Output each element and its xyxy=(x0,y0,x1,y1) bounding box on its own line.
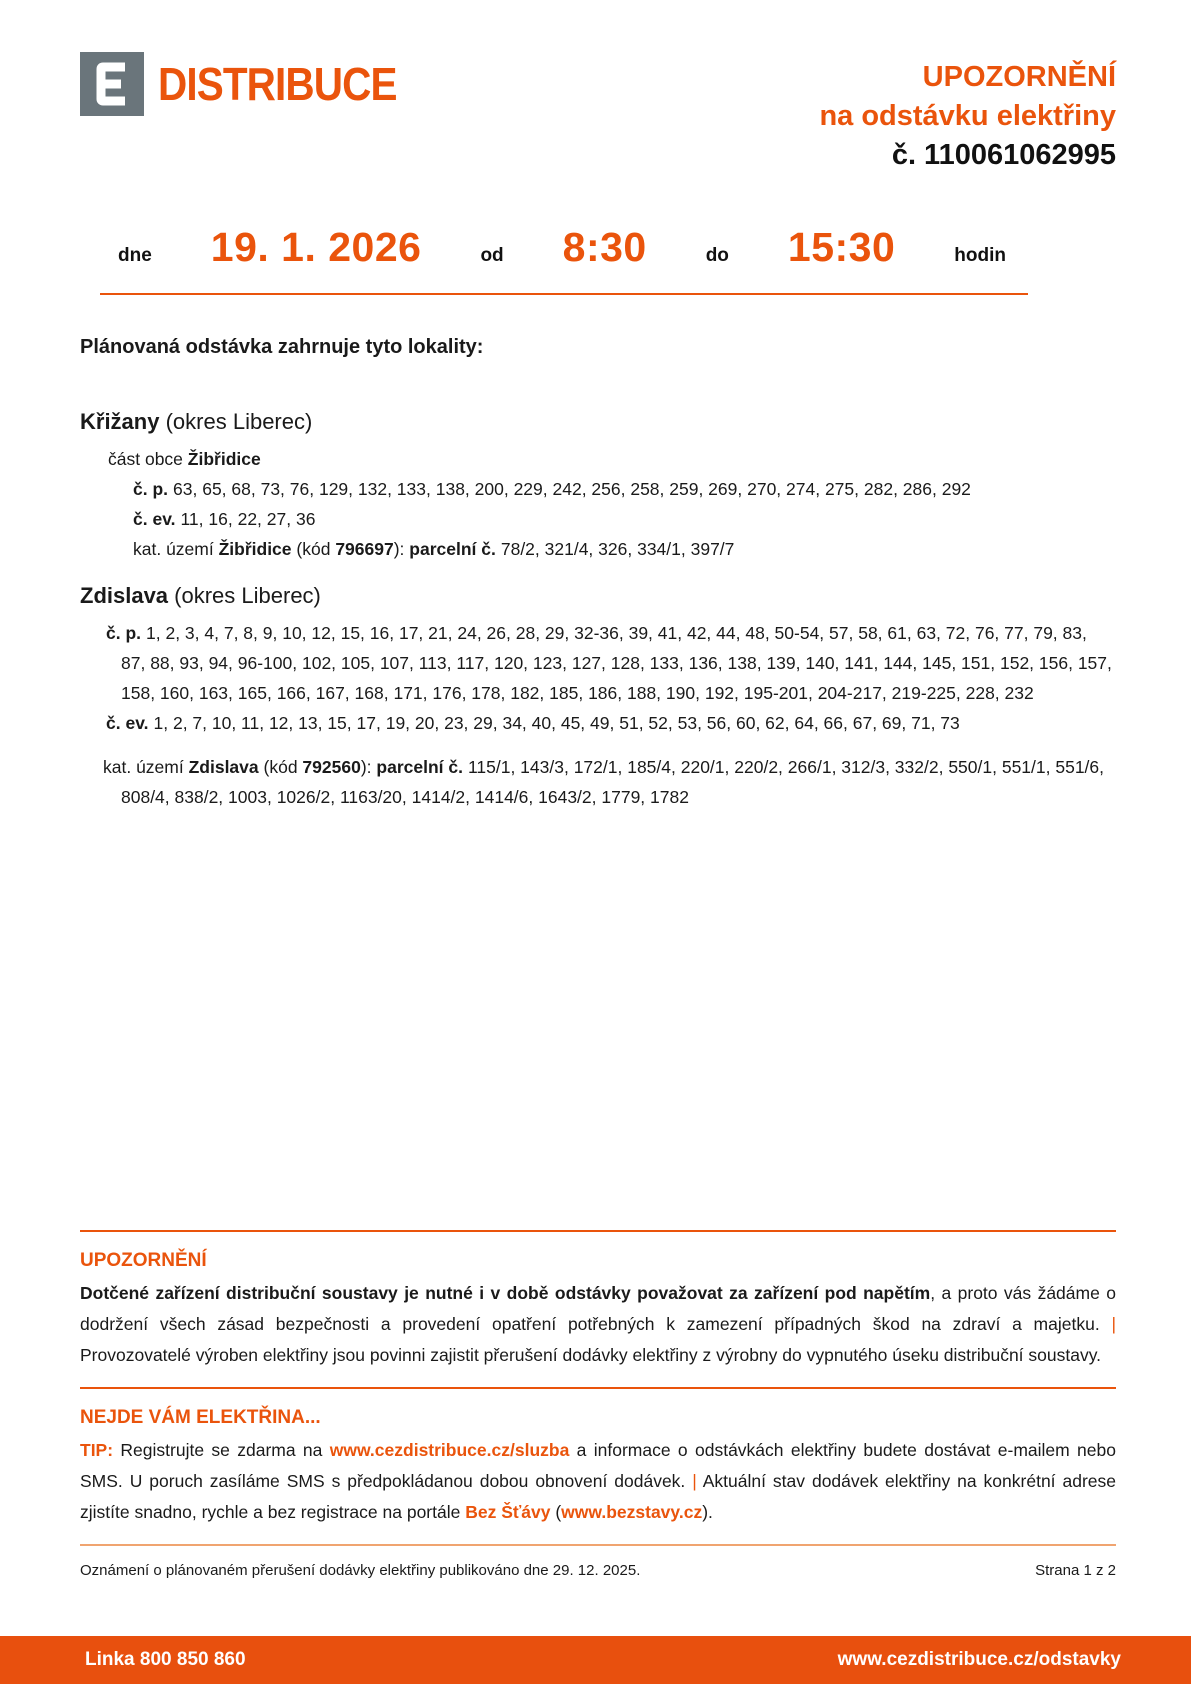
pipe-separator: | xyxy=(692,1471,697,1491)
locality-title xyxy=(80,408,1116,436)
part-name: Žibřidice xyxy=(187,449,261,469)
label-do: do xyxy=(705,245,729,266)
parcel-values: 115/1, 143/3, 172/1, 185/4, 220/1, 220/2, 266/1, 312/3, 332/2, 550/1, 551/1, 551/6, 808/4, 838/2, 1003, 1026/2, 1163/20, 1414/2, 1414/6, 1643/2, 1779, 1782 xyxy=(121,757,1105,807)
notice-title-block xyxy=(819,58,1116,175)
kod-suffix: ): xyxy=(360,757,377,777)
schedule-divider xyxy=(100,293,1028,295)
kat-row xyxy=(103,752,1116,812)
notice-title-line2: na odstávku elektřiny xyxy=(819,100,1116,132)
brand-logo xyxy=(80,52,429,116)
tip-text-c: Aktuální stav dodávek elektřiny na konkrétní adrese zjistíte snadno, rychle a bez registrace na portále xyxy=(80,1471,1116,1522)
cez-logo-icon xyxy=(80,52,144,116)
locality-district: (okres Liberec) xyxy=(159,409,313,434)
cev-label: č. ev. xyxy=(106,713,149,733)
locality-part-row xyxy=(108,444,1116,474)
outage-time-to: 15:30 xyxy=(787,224,896,270)
warning-paragraph xyxy=(80,1278,1116,1371)
cev-values: 1, 2, 7, 10, 11, 12, 13, 15, 17, 19, 20, 23, 29, 34, 40, 45, 49, 51, 52, 53, 56, 60, 62, 64, 66, 67, 69, 71, 73 xyxy=(153,713,960,733)
footer-bar xyxy=(0,1636,1191,1684)
notice-number: č. 110061062995 xyxy=(891,139,1116,171)
tip-text-d: ( xyxy=(550,1502,562,1522)
cp-row xyxy=(106,618,1116,708)
footer-website-link[interactable]: www.cezdistribuce.cz/odstavky xyxy=(837,1649,1121,1670)
tip-paragraph xyxy=(80,1435,1116,1528)
cp-values: 1, 2, 3, 4, 7, 8, 9, 10, 12, 15, 16, 17, 21, 24, 26, 28, 29, 32-36, 39, 41, 42, 44, 48, 50-54, 57, 58, 61, 63, 72, 76, 77, 79, 83, 87, 88, 93, 94, 96-100, 102, 105, 107, 113, 117, 120, 123, 127, 128, 133, 136, 138, 139, 140, 141, 144, 145, 151, 152, 156, 157, 158, 160, 163, 165, 166, 167, 168, 171, 176, 178, 182, 185, 186, 188, 190, 192, 195-201, 204-217, 219-225, 228, 232 xyxy=(121,623,1112,703)
tip-label: TIP: xyxy=(80,1440,114,1460)
kod-prefix: (kód xyxy=(258,757,303,777)
portal-name: Bez Šťávy xyxy=(465,1502,551,1522)
parcel-label: parcelní č. xyxy=(409,539,496,559)
kat-name: Žibřidice xyxy=(218,539,292,559)
cev-label: č. ev. xyxy=(133,509,176,529)
kod-prefix: (kód xyxy=(291,539,336,559)
pipe-separator: | xyxy=(1111,1314,1116,1334)
tip-text-a: Registrujte se zdarma na xyxy=(113,1440,330,1460)
kod-suffix: ): xyxy=(393,539,410,559)
kod-value: 792560 xyxy=(302,757,361,777)
publication-note: Oznámení o plánovaném přerušení dodávky elektřiny publikováno dne 29. 12. 2025. xyxy=(80,1562,641,1579)
link-bezstavy[interactable]: www.bezstavy.cz xyxy=(561,1502,703,1522)
warning-top-divider xyxy=(80,1230,1116,1232)
schedule-row xyxy=(118,224,1006,271)
outage-time-from: 8:30 xyxy=(562,224,647,270)
warning-text-b: Provozovatelé výroben elektřiny jsou povinni zajistit přerušení dodávky elektřiny z výrobny do vypnutého úseku distribuční soustavy. xyxy=(80,1345,1102,1365)
part-label: část obce xyxy=(108,449,188,469)
locality-district: (okres Liberec) xyxy=(168,583,321,608)
kat-label: kat. území xyxy=(133,539,219,559)
brand-name: DISTRIBUCE xyxy=(158,58,397,110)
outage-date: 19. 1. 2026 xyxy=(210,224,422,270)
cp-row xyxy=(133,474,1116,504)
cev-row xyxy=(106,708,1116,738)
cp-label: č. p. xyxy=(106,623,142,643)
tip-text-b: a informace o odstávkách elektřiny budete dostávat e-mailem nebo SMS. U poruch zasíláme SMS s předpokládanou dobou obnovení dodávek. xyxy=(80,1440,1116,1491)
warning-text-a: , a proto vás žádáme o dodržení všech zásad bezpečnosti a provedení opatření potřebných k zamezení případných škod na zdraví a majetku. xyxy=(80,1283,1116,1334)
locality-section-krizany xyxy=(80,408,1116,564)
tip-heading: NEJDE VÁM ELEKTŘINA... xyxy=(80,1407,321,1428)
header xyxy=(80,52,1116,175)
footnote-divider xyxy=(80,1544,1116,1546)
label-od: od xyxy=(480,245,504,266)
tip-text-e: ). xyxy=(702,1502,713,1522)
locality-name: Zdislava xyxy=(80,583,169,608)
tip-top-divider xyxy=(80,1387,1116,1389)
kat-name: Zdislava xyxy=(188,757,259,777)
locality-section-zdislava xyxy=(80,582,1116,812)
parcel-values: 78/2, 321/4, 326, 334/1, 397/7 xyxy=(500,539,735,559)
label-hodin: hodin xyxy=(954,245,1006,266)
kat-row xyxy=(133,534,1116,564)
warning-lead: Dotčené zařízení distribuční soustavy je nutné i v době odstávky považovat za zařízení pod napětím xyxy=(80,1283,931,1303)
warning-heading: UPOZORNĚNÍ xyxy=(80,1250,207,1271)
bottom-info xyxy=(80,1230,1116,1579)
cp-values: 63, 65, 68, 73, 76, 129, 132, 133, 138, 200, 229, 242, 256, 258, 259, 269, 270, 274, 275, 282, 286, 292 xyxy=(173,479,971,499)
localities-heading: Plánovaná odstávka zahrnuje tyto lokality: xyxy=(80,336,484,358)
cev-values: 11, 16, 22, 27, 36 xyxy=(180,509,316,529)
locality-name: Křižany xyxy=(80,409,160,434)
footnote-row xyxy=(80,1562,1116,1579)
page-number: Strana 1 z 2 xyxy=(1035,1562,1116,1579)
footer-phone: Linka 800 850 860 xyxy=(85,1649,246,1670)
link-cezdistribuce-sluzba[interactable]: www.cezdistribuce.cz/sluzba xyxy=(329,1440,570,1460)
parcel-label: parcelní č. xyxy=(376,757,463,777)
cev-row xyxy=(133,504,1116,534)
cp-label: č. p. xyxy=(133,479,169,499)
label-dne: dne xyxy=(118,245,152,266)
notice-title-line1: UPOZORNĚNÍ xyxy=(922,61,1116,93)
locality-title xyxy=(80,582,1116,610)
kat-label: kat. území xyxy=(103,757,189,777)
kod-value: 796697 xyxy=(335,539,394,559)
